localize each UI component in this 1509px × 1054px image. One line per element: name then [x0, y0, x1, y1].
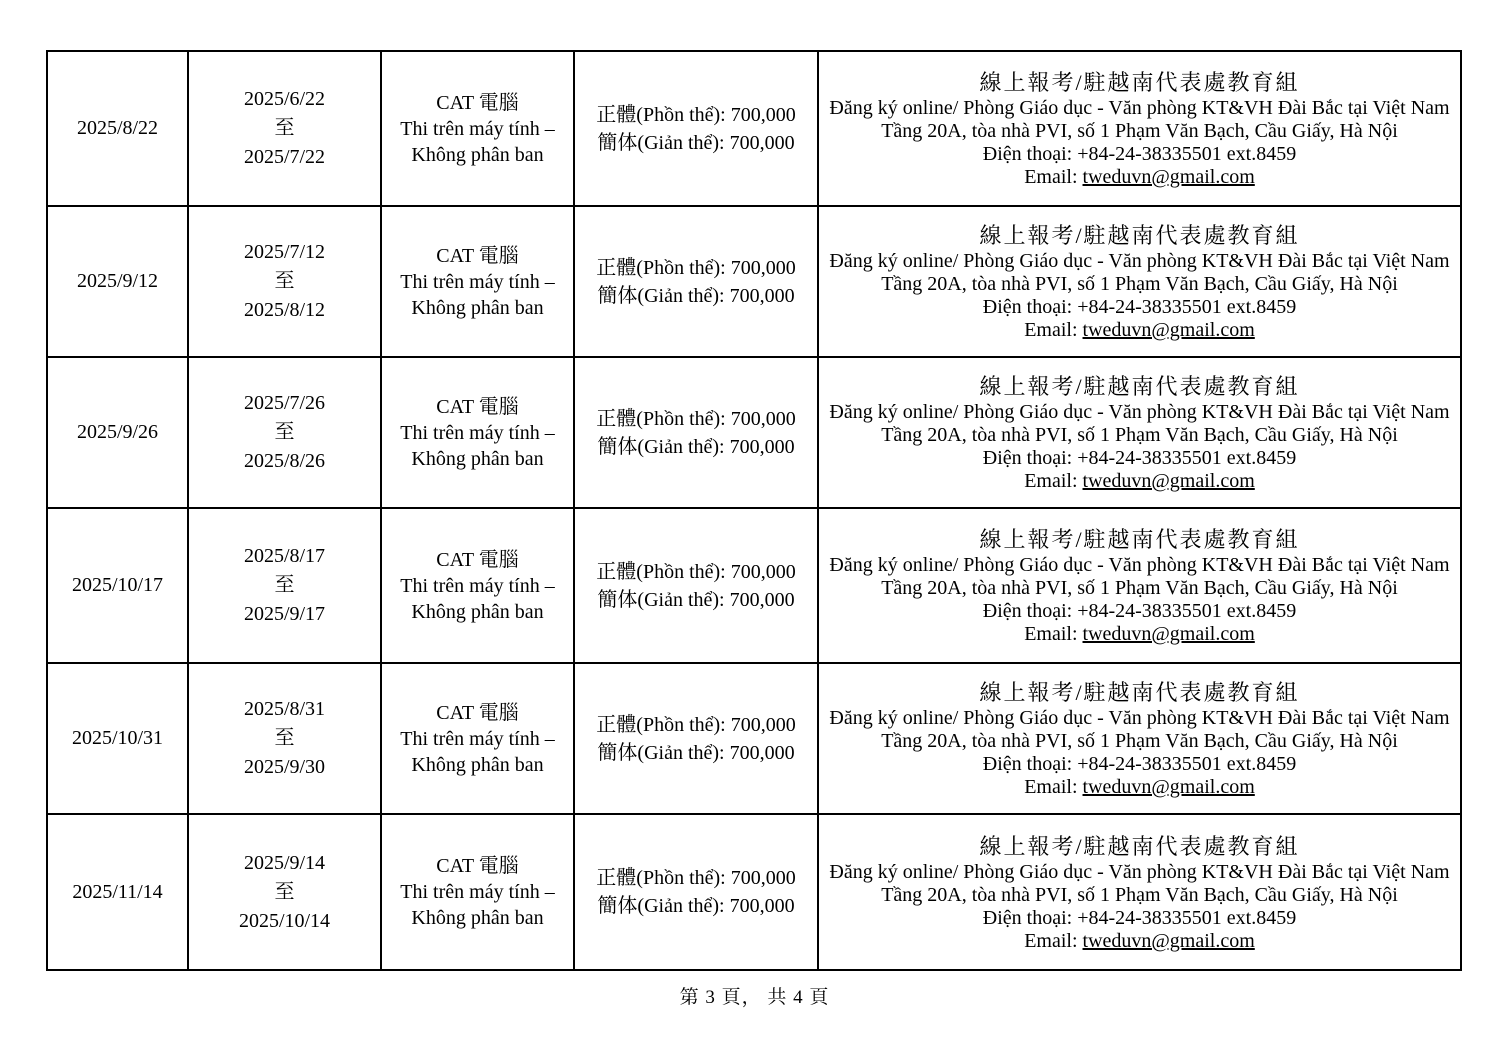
- exam-type-desc: Thi trên máy tính –: [400, 270, 555, 293]
- fee-simplified: 簡体(Giản thể): 700,000: [597, 588, 795, 611]
- org-name: 線上報考/駐越南代表處教育組: [979, 374, 1300, 399]
- exam-type-desc: Thi trên máy tính –: [400, 117, 555, 140]
- exam-date: 2025/11/14: [72, 880, 163, 903]
- exam-type-cell: [381, 663, 574, 814]
- email-label: Email:: [1024, 776, 1083, 798]
- registration-separator: 至: [274, 117, 295, 139]
- table-row: [47, 663, 1461, 814]
- email-link[interactable]: tweduvn@gmail.com: [1082, 623, 1255, 645]
- office-phone: Điện thoại: +84-24-38335501 ext.8459: [982, 906, 1297, 929]
- fee-traditional: 正體(Phồn thể): 700,000: [596, 713, 796, 736]
- registration-period-cell: [188, 51, 381, 206]
- exam-type-title: CAT 電腦: [436, 244, 519, 267]
- page-number: 第 3 頁， 共 4 頁: [679, 987, 830, 1008]
- email-line: [819, 623, 1460, 646]
- exam-schedule-table: [46, 50, 1462, 971]
- email-link[interactable]: tweduvn@gmail.com: [1082, 470, 1255, 492]
- exam-type-desc: Thi trên máy tính –: [400, 881, 555, 903]
- fee-cell: [574, 206, 818, 357]
- exam-type-note: Không phân ban: [411, 143, 544, 166]
- registration-contact-cell: [818, 814, 1461, 970]
- registration-contact-cell: [818, 508, 1461, 663]
- registration-end: 2025/8/12: [243, 299, 326, 321]
- registration-end: 2025/9/30: [243, 756, 326, 778]
- registration-method: Đăng ký online/ Phòng Giáo dục - Văn phòng KT&VH Đài Bắc tại Việt Nam: [829, 860, 1450, 883]
- office-address: Tầng 20A, tòa nhà PVI, số 1 Phạm Văn Bạch, Cầu Giấy, Hà Nội: [881, 730, 1398, 752]
- email-link[interactable]: tweduvn@gmail.com: [1082, 319, 1255, 341]
- table-row: [47, 51, 1461, 206]
- exam-type-note: Không phân ban: [411, 907, 544, 929]
- office-address: Tầng 20A, tòa nhà PVI, số 1 Phạm Văn Bạch, Cầu Giấy, Hà Nội: [881, 273, 1398, 295]
- registration-separator: 至: [274, 574, 295, 596]
- exam-type-cell: [381, 206, 574, 357]
- office-phone: Điện thoại: +84-24-38335501 ext.8459: [982, 143, 1297, 165]
- office-phone: Điện thoại: +84-24-38335501 ext.8459: [982, 600, 1297, 622]
- registration-period-cell: [188, 663, 381, 814]
- registration-end: 2025/8/26: [243, 450, 326, 472]
- registration-contact-cell: [818, 206, 1461, 357]
- registration-start: 2025/6/22: [243, 88, 326, 110]
- fee-cell: [574, 508, 818, 663]
- table-row: [47, 357, 1461, 508]
- table-row: [47, 508, 1461, 663]
- office-address: Tầng 20A, tòa nhà PVI, số 1 Phạm Văn Bạch, Cầu Giấy, Hà Nội: [881, 883, 1398, 906]
- registration-period-cell: [188, 206, 381, 357]
- org-name: 線上報考/駐越南代表處教育組: [979, 833, 1300, 859]
- fee-simplified: 簡体(Giản thể): 700,000: [597, 435, 795, 458]
- fee-traditional: 正體(Phồn thể): 700,000: [596, 256, 796, 279]
- registration-contact-cell: [818, 663, 1461, 814]
- org-name: 線上報考/駐越南代表處教育組: [979, 70, 1300, 95]
- registration-method: Đăng ký online/ Phòng Giáo dục - Văn phòng KT&VH Đài Bắc tại Việt Nam: [829, 401, 1450, 423]
- email-line: [819, 319, 1460, 342]
- exam-type-title: CAT 電腦: [436, 701, 519, 724]
- email-link[interactable]: tweduvn@gmail.com: [1082, 166, 1255, 188]
- fee-simplified: 簡体(Giản thể): 700,000: [597, 895, 795, 917]
- registration-period-cell: [188, 814, 381, 970]
- registration-start: 2025/8/31: [243, 698, 326, 720]
- org-name: 線上報考/駐越南代表處教育組: [979, 527, 1300, 552]
- email-label: Email:: [1024, 470, 1083, 492]
- exam-date-cell: [47, 663, 188, 814]
- exam-type-cell: [381, 814, 574, 970]
- org-name: 線上報考/駐越南代表處教育組: [979, 680, 1300, 705]
- office-address: Tầng 20A, tòa nhà PVI, số 1 Phạm Văn Bạch, Cầu Giấy, Hà Nội: [881, 424, 1398, 446]
- fee-simplified: 簡体(Giản thể): 700,000: [597, 284, 795, 307]
- exam-type-cell: [381, 508, 574, 663]
- office-phone: Điện thoại: +84-24-38335501 ext.8459: [982, 447, 1297, 469]
- exam-schedule-body: [47, 51, 1461, 970]
- exam-type-note: Không phân ban: [411, 600, 544, 623]
- exam-type-title: CAT 電腦: [436, 855, 519, 877]
- registration-separator: 至: [274, 727, 295, 749]
- exam-type-cell: [381, 357, 574, 508]
- registration-start: 2025/7/26: [243, 392, 326, 414]
- email-label: Email:: [1024, 166, 1083, 188]
- exam-type-cell: [381, 51, 574, 206]
- exam-type-desc: Thi trên máy tính –: [400, 574, 555, 597]
- exam-type-title: CAT 電腦: [436, 395, 519, 418]
- fee-cell: [574, 814, 818, 970]
- registration-separator: 至: [274, 270, 295, 292]
- table-row: [47, 814, 1461, 970]
- registration-method: Đăng ký online/ Phòng Giáo dục - Văn phòng KT&VH Đài Bắc tại Việt Nam: [829, 554, 1450, 576]
- registration-separator: 至: [274, 421, 295, 443]
- registration-end: 2025/7/22: [243, 146, 326, 168]
- exam-date-cell: [47, 51, 188, 206]
- exam-date: 2025/9/26: [76, 421, 159, 443]
- fee-cell: [574, 663, 818, 814]
- registration-period-cell: [188, 508, 381, 663]
- table-row: [47, 206, 1461, 357]
- exam-date-cell: [47, 508, 188, 663]
- email-line: [819, 776, 1460, 799]
- exam-date: 2025/10/17: [71, 574, 164, 596]
- exam-type-note: Không phân ban: [411, 296, 544, 319]
- email-label: Email:: [1024, 319, 1083, 341]
- fee-simplified: 簡体(Giản thể): 700,000: [597, 741, 795, 764]
- fee-traditional: 正體(Phồn thể): 700,000: [596, 103, 796, 126]
- email-label: Email:: [1024, 929, 1083, 952]
- registration-start: 2025/8/17: [243, 545, 326, 567]
- email-line: [819, 470, 1460, 493]
- fee-traditional: 正體(Phồn thể): 700,000: [596, 560, 796, 583]
- registration-period-cell: [188, 357, 381, 508]
- exam-date-cell: [47, 357, 188, 508]
- registration-end: 2025/10/14: [238, 909, 331, 932]
- registration-contact-cell: [818, 357, 1461, 508]
- registration-start: 2025/9/14: [243, 851, 326, 874]
- exam-type-title: CAT 電腦: [436, 548, 519, 571]
- exam-date: 2025/8/22: [76, 117, 159, 139]
- email-line: [819, 930, 1460, 953]
- fee-cell: [574, 51, 818, 206]
- registration-separator: 至: [274, 880, 295, 903]
- registration-contact-cell: [818, 51, 1461, 206]
- exam-type-note: Không phân ban: [411, 753, 544, 776]
- office-phone: Điện thoại: +84-24-38335501 ext.8459: [982, 753, 1297, 775]
- registration-end: 2025/9/17: [243, 603, 326, 625]
- exam-type-note: Không phân ban: [411, 447, 544, 470]
- exam-date: 2025/10/31: [71, 727, 164, 749]
- email-link[interactable]: tweduvn@gmail.com: [1082, 776, 1255, 798]
- registration-start: 2025/7/12: [243, 241, 326, 263]
- email-link[interactable]: tweduvn@gmail.com: [1082, 929, 1255, 952]
- office-address: Tầng 20A, tòa nhà PVI, số 1 Phạm Văn Bạch, Cầu Giấy, Hà Nội: [881, 577, 1398, 599]
- email-line: [819, 166, 1460, 189]
- registration-method: Đăng ký online/ Phòng Giáo dục - Văn phòng KT&VH Đài Bắc tại Việt Nam: [829, 707, 1450, 729]
- registration-method: Đăng ký online/ Phòng Giáo dục - Văn phòng KT&VH Đài Bắc tại Việt Nam: [829, 97, 1450, 119]
- exam-type-desc: Thi trên máy tính –: [400, 727, 555, 750]
- email-label: Email:: [1024, 623, 1083, 645]
- exam-type-title: CAT 電腦: [436, 91, 519, 114]
- fee-cell: [574, 357, 818, 508]
- exam-date: 2025/9/12: [76, 270, 159, 292]
- fee-traditional: 正體(Phồn thể): 700,000: [596, 867, 796, 889]
- fee-traditional: 正體(Phồn thể): 700,000: [596, 407, 796, 430]
- exam-type-desc: Thi trên máy tính –: [400, 421, 555, 444]
- registration-method: Đăng ký online/ Phòng Giáo dục - Văn phòng KT&VH Đài Bắc tại Việt Nam: [829, 250, 1450, 272]
- office-address: Tầng 20A, tòa nhà PVI, số 1 Phạm Văn Bạch, Cầu Giấy, Hà Nội: [881, 120, 1398, 142]
- exam-date-cell: [47, 814, 188, 970]
- exam-date-cell: [47, 206, 188, 357]
- org-name: 線上報考/駐越南代表處教育組: [979, 223, 1300, 248]
- office-phone: Điện thoại: +84-24-38335501 ext.8459: [982, 296, 1297, 318]
- fee-simplified: 簡体(Giản thể): 700,000: [597, 131, 795, 154]
